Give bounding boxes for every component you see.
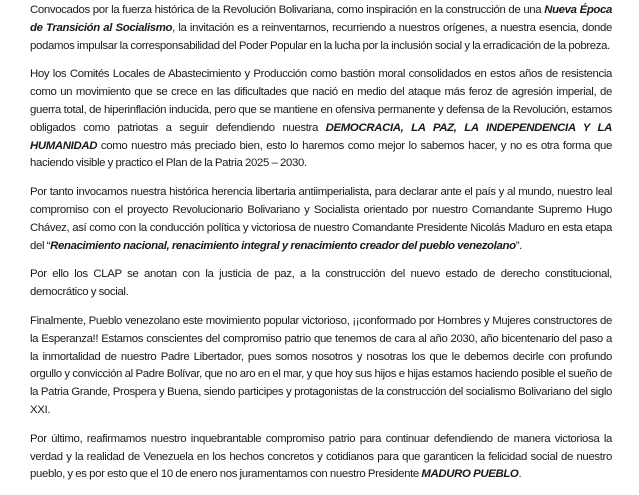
emphasis-nueva-epoca: Nueva Época de Transición al Socialismo (30, 4, 613, 34)
text-segment: Finalmente, Pueblo venezolano este movimiento popular victorioso, ¡¡conformado por Hombres y Mujeres constructores de la Esperanza!! Estamos conscientes del compromiso patrio que tenemos de cara al año 2030, año bicentenario del paso a la inmortalidad de nuestro Padre Libertador, pues somos nosotros y nosotras los que le debemos decirle con profundo orgullo y convicción al Padre Bolívar, que no aro en el mar, y que hoy sus hijos e hijas estamos haciendo posible el sueño de la Patria Grande, Prospera y Buena, siendo participes y protagonistas de la construcción del socialismo Bolivariano del siglo XXI. (30, 314, 612, 416)
emphasis-renacimiento: Renacimiento nacional, renacimiento integral y renacimiento creador del pueblo venezolano (50, 239, 516, 252)
text-segment: Convocados por la fuerza histórica de la Revolución Bolivariana, como inspiración en la construcción de una (30, 4, 545, 16)
paragraph-por-tanto (30, 184, 612, 255)
paragraph-por-ultimo (30, 431, 612, 484)
paragraph-convocados (30, 2, 612, 55)
text-segment: , la invitación es a reinventarnos, recurriendo a nuestros orígenes, a nuestra esencia, donde podamos impulsar la corresponsabilidad del Poder Popular en la lucha por la inclusión social y la erradicación de la pobreza. (30, 21, 612, 52)
text-segment: Por ello los CLAP se anotan con la justicia de paz, a la construcción del nuevo estado de derecho constitucional, democrático y social. (30, 268, 612, 299)
text-segment: como nuestro más preciado bien, esto lo haremos como mejor lo sabemos hacer, y no es otra forma que haciendo visible y practico el Plan de la Patria 2025 – 2030. (30, 139, 612, 170)
text-segment: Por último, reafirmamos nuestro inquebrantable compromiso patrio para continuar defendiendo de manera victoriosa la verdad y la realidad de Venezuela en los hechos concretos y cotidianos para que garanticen la felicidad social de nuestro pueblo, y es por esto que el 10 de enero nos juramentamos con nuestro Presidente (30, 432, 612, 481)
paragraph-finalmente (30, 313, 612, 420)
text-segment: ”. (515, 239, 522, 252)
text-segment: Por tanto invocamos nuestra histórica herencia libertaria antiimperialista, para declarar ante el país y al mundo, nuestro leal compromiso con el proyecto Revolucionario Bolivariano y Socialista orientado por nuestro Comandante Supremo Hugo Chávez, así como con la conducción política y victoriosa de nuestro Comandante Presidente Nicolás Maduro en esta etapa del “ (30, 186, 612, 252)
paragraph-clap (30, 266, 612, 302)
text-segment: Hoy los Comités Locales de Abastecimiento y Producción como bastión moral consolidados en estos años de resistencia como un movimiento que se crece en las dificultades que nació en medio del ataque más feroz de agresión imperial, de guerra total, de hiperinflación inducida, pero que se mantiene en ofensiva permanente y defensa de la Revolución, estamos obligados como patriotas a seguir defendiendo nuestra (30, 68, 612, 134)
document-body (30, 2, 612, 495)
emphasis-democracia: DEMOCRACIA, LA PAZ, LA INDEPENDENCIA Y LA HUMANIDAD (30, 121, 612, 152)
emphasis-maduro-pueblo: MADURO PUEBLO (421, 468, 519, 481)
text-segment: . (518, 468, 522, 481)
paragraph-comites-locales (30, 66, 612, 173)
